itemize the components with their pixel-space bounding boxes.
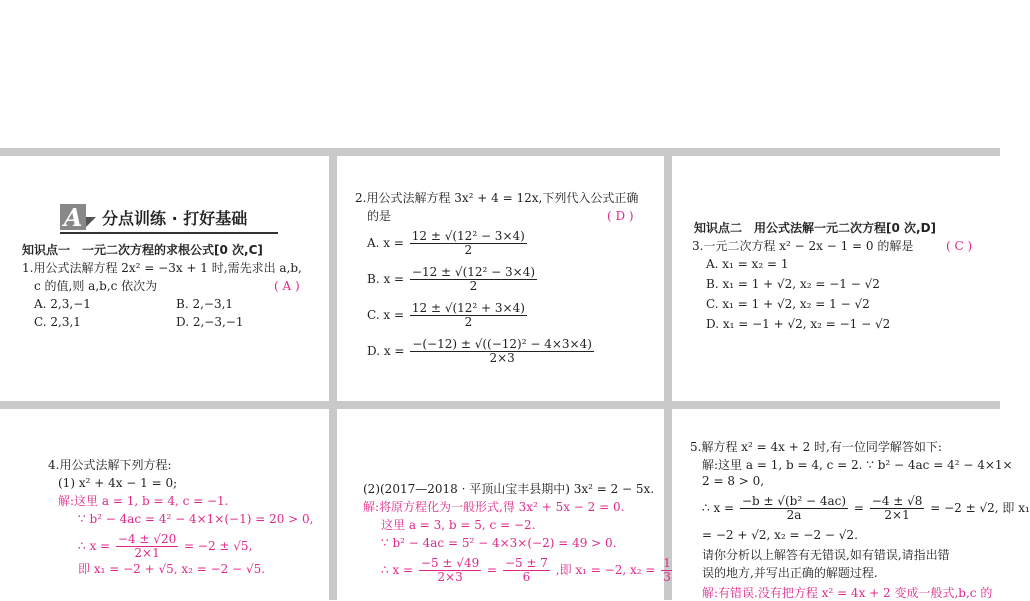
q5-equals: = (853, 501, 864, 515)
q5-numerator-2: −4 ± √8 (871, 494, 923, 508)
solution-line-3 (78, 533, 252, 560)
solution-3-suffix: = −2 ± √5, (184, 539, 253, 553)
solution-line-1: 解:这里 a = 1, b = 4, c = −1. (58, 494, 229, 508)
panel-question-five (672, 409, 1030, 600)
q5-fraction-2 (870, 495, 925, 522)
panel-question-four (0, 409, 329, 600)
option-b-numerator: −12 ± √(12² − 3×4) (411, 265, 536, 279)
option-b: B. 2,−3,1 (176, 297, 234, 311)
option-d-denominator: 2×3 (489, 351, 515, 365)
panel-knowledge-point-one (0, 156, 329, 401)
question-3-answer: ( C ) (946, 239, 973, 253)
option-c-denominator: 2 (464, 315, 473, 329)
section-heading-two: 知识点二 用公式法解一元二次方程[0 次,D] (694, 221, 937, 235)
solution-4-denominator-3: 3 (663, 570, 671, 584)
option-b-denominator: 2 (469, 279, 478, 293)
option-c-label: C. x = (367, 308, 405, 322)
question-1-line-2: c 的值,则 a,b,c 依次为 (34, 279, 158, 293)
solution-4-numerator-2: −5 ± 7 (504, 556, 548, 570)
q5-denominator-1: 2a (786, 508, 802, 522)
option-a: A. 2,3,−1 (34, 297, 91, 311)
option-c: C. 2,3,1 (34, 315, 81, 329)
question-4-part-1: (1) x² + 4x − 1 = 0; (58, 476, 178, 490)
option-d-formula (367, 338, 596, 365)
question-2-answer: ( D ) (607, 209, 634, 223)
option-c: C. x₁ = 1 + √2, x₂ = 1 − √2 (706, 297, 870, 311)
panel-question-two (337, 156, 664, 401)
solution-4-prefix: ∴ x = (381, 563, 414, 577)
solution-line-4: 即 x₁ = −2 + √5, x₂ = −2 − √5. (78, 562, 266, 576)
solution-4-fraction-2 (503, 557, 550, 584)
option-b-fraction (410, 266, 537, 293)
solution-4-denominator-1: 2×3 (437, 570, 463, 584)
option-d: D. 2,−3,−1 (176, 315, 244, 329)
q5-numerator-1: −b ± √(b² − 4ac) (741, 494, 847, 508)
solution-3-numerator: −4 ± √20 (117, 532, 177, 546)
option-c-fraction (410, 302, 527, 329)
question-4: 4.用公式法解下列方程: (48, 458, 172, 472)
solution-line-4 (381, 557, 675, 584)
option-a-fraction (410, 230, 527, 257)
option-a-denominator: 2 (464, 243, 473, 257)
option-b-label: B. x = (367, 272, 405, 286)
question-4-part-2: (2)(2017—2018 · 平顶山宝丰县期中) 3x² = 2 − 5x. (363, 482, 655, 496)
q5-formula-suffix: = −2 ± √2, 即 x₁ (930, 501, 1030, 515)
question-5-solution: 解:有错误.没有把方程 x² = 4x + 2 变成一般式,b,c 的 (702, 586, 993, 600)
panel-knowledge-point-two (672, 156, 1000, 401)
badge-title: 分点训练 · 打好基础 (102, 208, 248, 228)
question-5-line-1: 5.解方程 x² = 4x + 2 时,有一位同学解答如下: (690, 440, 942, 454)
option-a: A. x₁ = x₂ = 1 (706, 257, 789, 271)
q5-denominator-2: 2×1 (884, 508, 910, 522)
question-5-line-7: 误的地方,并写出正确的解题过程. (702, 566, 878, 580)
solution-4-equals: = (487, 563, 498, 577)
option-a-formula (367, 230, 529, 257)
solution-3-denominator: 2×1 (134, 546, 160, 560)
question-5-line-3: 2 = 8 > 0, (702, 474, 765, 488)
question-2-line-1: 2.用公式法解方程 3x² + 4 = 12x,下列代入公式正确 (355, 191, 639, 205)
solution-3-prefix: ∴ x = (78, 539, 111, 553)
option-c-formula (367, 302, 529, 329)
question-1-answer: ( A ) (274, 279, 300, 293)
option-c-numerator: 12 ± √(12² + 3×4) (411, 301, 525, 315)
solution-4-numerator-1: −5 ± √49 (420, 556, 480, 570)
option-a-label: A. x = (367, 236, 404, 250)
question-1-line-1: 1.用公式法解方程 2x² = −3x + 1 时,需先求出 a,b, (22, 261, 302, 275)
badge-triangle-icon (86, 217, 96, 227)
question-2-line-2: 的是 (367, 209, 392, 223)
solution-4-suffix: ,即 x₁ = −2, x₂ = (555, 563, 656, 577)
question-5-line-6: 请你分析以上解答有无错误,如有错误,请指出错 (702, 548, 950, 562)
option-d-numerator: −(−12) ± √((−12)² − 4×3×4) (412, 337, 592, 351)
option-d-label: D. x = (367, 344, 405, 358)
solution-line-2: 这里 a = 3, b = 5, c = −2. (381, 518, 536, 532)
q5-fraction-1 (740, 495, 848, 522)
question-5-formula (702, 495, 1030, 522)
solution-4-numerator-3: 1 (663, 556, 671, 570)
question-3: 3.一元二次方程 x² − 2x − 1 = 0 的解是 (692, 239, 914, 253)
option-a-numerator: 12 ± √(12² − 3×4) (411, 229, 525, 243)
section-badge (60, 204, 247, 230)
badge-underline (60, 232, 278, 234)
option-b-formula (367, 266, 539, 293)
badge-letter: A (60, 204, 86, 230)
option-d: D. x₁ = −1 + √2, x₂ = −1 − √2 (706, 317, 891, 331)
solution-line-1: 解:将原方程化为一般形式,得 3x² + 5x − 2 = 0. (363, 500, 625, 514)
q5-formula-prefix: ∴ x = (702, 501, 735, 515)
option-d-fraction (410, 338, 594, 365)
solution-4-denominator-2: 6 (522, 570, 531, 584)
option-b: B. x₁ = 1 + √2, x₂ = −1 − √2 (706, 277, 880, 291)
question-5-line-5: = −2 + √2, x₂ = −2 − √2. (702, 528, 858, 542)
solution-4-fraction-1 (419, 557, 481, 584)
solution-line-2: ∵ b² − 4ac = 4² − 4×1×(−1) = 20 > 0, (78, 512, 314, 526)
solution-line-3: ∵ b² − 4ac = 5² − 4×3×(−2) = 49 > 0. (381, 536, 617, 550)
panel-question-four-part-two (337, 409, 671, 600)
solution-3-fraction (116, 533, 178, 560)
section-heading: 知识点一 一元二次方程的求根公式[0 次,C] (22, 243, 263, 257)
question-5-line-2: 解:这里 a = 1, b = 4, c = 2. ∵ b² − 4ac = 4² − 4×1× (702, 458, 1013, 472)
